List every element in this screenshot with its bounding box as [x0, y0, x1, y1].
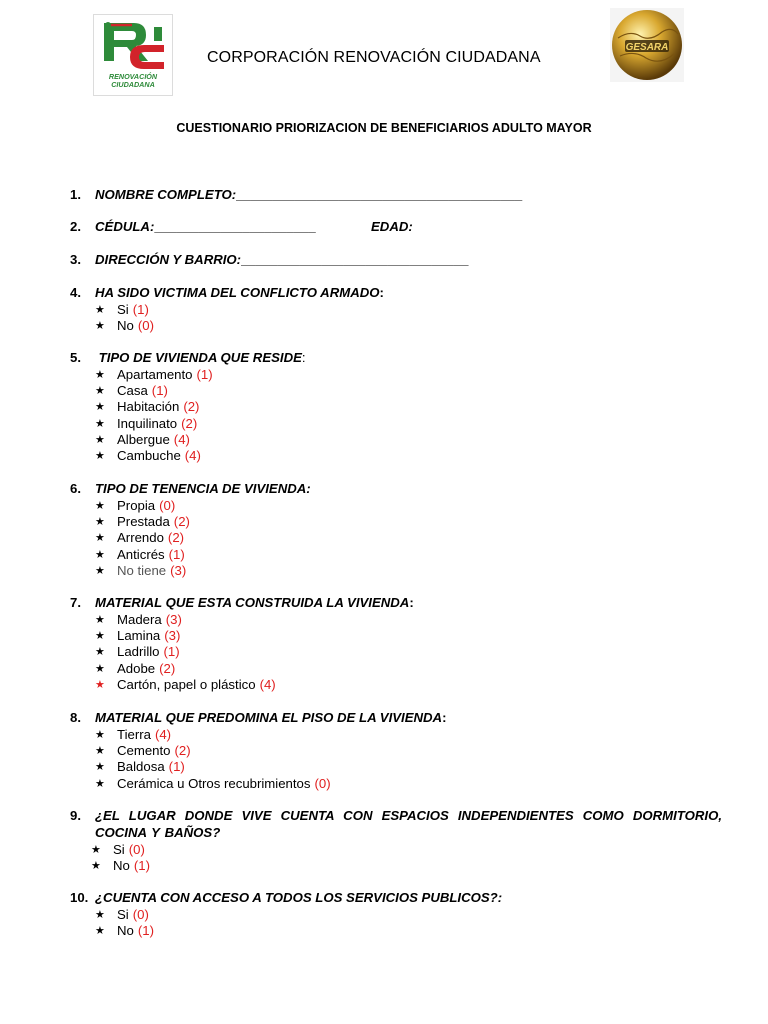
option-score: (1) [151, 382, 168, 398]
question-colon: : [442, 710, 447, 725]
question-label: HA SIDO VICTIMA DEL CONFLICTO ARMADO [95, 285, 380, 300]
option-score: (1) [168, 759, 185, 775]
option-score: (1) [132, 301, 149, 317]
question-10 [70, 889, 730, 939]
address-blank-field[interactable]: _______________________________ [241, 252, 469, 267]
option-item[interactable] [70, 399, 730, 415]
age-label: EDAD: [371, 219, 413, 234]
option-item[interactable] [70, 447, 730, 463]
option-score: (4) [184, 448, 201, 464]
question-number: 10. [70, 890, 89, 905]
star-bullet-icon: ★ [95, 368, 105, 381]
question-1 [70, 186, 730, 203]
option-item[interactable] [70, 382, 730, 398]
question-colon: : [379, 285, 384, 300]
star-bullet-icon: ★ [95, 646, 105, 659]
option-score: (0) [128, 841, 145, 857]
question-label: NOMBRE COMPLETO: [95, 187, 237, 202]
option-label: Arrendo [117, 530, 164, 546]
option-score: (2) [181, 415, 198, 431]
question-label: MATERIAL QUE PREDOMINA EL PISO DE LA VIVIENDA [95, 710, 443, 725]
option-score: (2) [183, 399, 200, 415]
star-bullet-icon: ★ [95, 401, 105, 414]
star-bullet-icon: ★ [91, 859, 101, 872]
option-item[interactable] [70, 497, 730, 513]
question-label: DIRECCIÓN Y BARRIO: [95, 252, 242, 267]
star-bullet-icon: ★ [95, 924, 105, 937]
option-label: No tiene [117, 562, 167, 578]
question-number: 5. [70, 350, 81, 365]
question-colon: : [301, 350, 306, 365]
question-6 [70, 480, 730, 578]
star-bullet-icon: ★ [95, 319, 105, 332]
option-score: (1) [137, 922, 154, 938]
option-item[interactable] [70, 841, 722, 857]
question-9 [70, 807, 722, 874]
option-label: No [117, 922, 134, 938]
option-label: Habitación [117, 399, 180, 415]
question-number: 6. [70, 481, 81, 496]
option-item[interactable] [70, 562, 730, 578]
question-label: TIPO DE VIVIENDA QUE RESIDE [98, 350, 302, 365]
question-7 [70, 594, 730, 692]
question-label: ¿CUENTA CON ACCESO A TODOS LOS SERVICIOS PUBLICOS?: [95, 890, 503, 905]
red-star-bullet-icon: ★ [95, 678, 105, 691]
option-item[interactable] [70, 513, 730, 529]
question-label: CÉDULA: [95, 219, 155, 234]
option-list [70, 906, 730, 939]
question-3 [70, 251, 730, 268]
star-bullet-icon: ★ [95, 548, 105, 561]
option-item[interactable] [70, 546, 730, 562]
option-item[interactable] [70, 906, 730, 922]
full-name-blank-field[interactable]: _______________________________________ [236, 187, 523, 202]
question-number: 2. [70, 219, 81, 234]
option-score: (3) [165, 611, 182, 627]
option-label: Prestada [117, 513, 170, 529]
option-list [70, 301, 730, 334]
option-label: Baldosa [117, 759, 165, 775]
question-label: MATERIAL QUE ESTA CONSTRUIDA LA VIVIENDA [95, 595, 410, 610]
star-bullet-icon: ★ [95, 728, 105, 741]
option-item[interactable] [70, 742, 730, 758]
star-bullet-icon: ★ [95, 450, 105, 463]
option-label: Casa [117, 382, 148, 398]
option-label: Cambuche [117, 448, 181, 464]
option-label: Anticrés [117, 546, 165, 562]
svg-text:GESARA: GESARA [625, 42, 669, 53]
option-label: Tierra [117, 726, 151, 742]
option-score: (0) [314, 775, 331, 791]
star-bullet-icon: ★ [95, 777, 105, 790]
option-item[interactable] [70, 627, 730, 643]
question-number: 9. [70, 808, 81, 823]
option-score: (4) [154, 726, 172, 742]
star-bullet-icon: ★ [95, 613, 105, 626]
star-bullet-icon: ★ [95, 564, 105, 577]
rc-logo-icon [94, 15, 172, 95]
star-bullet-icon: ★ [95, 532, 105, 545]
question-number: 8. [70, 710, 81, 725]
star-bullet-icon: ★ [95, 303, 105, 316]
question-8 [70, 709, 730, 791]
option-label: Ladrillo [117, 644, 160, 660]
option-score: (2) [159, 660, 176, 676]
question-number: 3. [70, 252, 81, 267]
option-item[interactable] [70, 530, 730, 546]
option-list [70, 497, 730, 578]
option-score: (0) [159, 497, 176, 513]
svg-text:CIUDADANA: CIUDADANA [111, 80, 155, 89]
svg-text:RENOVACIÓN: RENOVACIÓN [108, 72, 158, 81]
option-score: (2) [173, 513, 190, 529]
option-item[interactable] [70, 676, 730, 692]
option-label: Adobe [117, 660, 156, 676]
option-label: Propia [117, 497, 156, 513]
star-bullet-icon: ★ [95, 744, 105, 757]
star-bullet-icon: ★ [91, 843, 101, 856]
option-list [70, 726, 730, 791]
question-label: ¿EL LUGAR DONDE VIVE CUENTA CON ESPACIOS INDEPENDIENTES COMO DORMITORIO, COCINA Y BAÑOS? [95, 808, 722, 840]
question-number: 4. [70, 285, 81, 300]
star-bullet-icon: ★ [95, 908, 105, 921]
option-label: Si [117, 301, 129, 317]
option-score: (2) [174, 742, 191, 758]
option-label: Apartamento [117, 366, 193, 382]
star-bullet-icon: ★ [95, 662, 105, 675]
option-item[interactable] [70, 775, 730, 791]
corporation-title: CORPORACIÓN RENOVACIÓN CIUDADANA [207, 49, 541, 66]
option-label: Albergue [117, 431, 170, 447]
option-item[interactable] [70, 922, 730, 938]
option-score: (0) [137, 317, 154, 333]
star-bullet-icon: ★ [95, 499, 105, 512]
star-bullet-icon: ★ [95, 384, 105, 397]
option-label: Inquilinato [117, 415, 178, 431]
option-label: Si [117, 906, 129, 922]
option-score: (4) [173, 431, 190, 447]
question-number: 1. [70, 187, 81, 202]
option-list [70, 366, 730, 464]
option-item[interactable] [70, 366, 730, 382]
question-colon: : [409, 595, 414, 610]
option-item[interactable] [70, 317, 730, 333]
gesara-logo [610, 8, 684, 82]
option-item[interactable] [70, 726, 730, 742]
question-number: 7. [70, 595, 81, 610]
option-item[interactable] [70, 759, 730, 775]
option-score: (1) [168, 546, 185, 562]
option-score: (1) [163, 644, 180, 660]
star-bullet-icon: ★ [95, 629, 105, 642]
question-5 [70, 349, 730, 464]
option-list [70, 611, 730, 692]
option-label: Si [113, 841, 125, 857]
star-bullet-icon: ★ [95, 515, 105, 528]
option-label: No [113, 857, 130, 873]
option-score: (3) [164, 627, 181, 643]
option-item[interactable] [70, 415, 730, 431]
option-score: (1) [196, 366, 213, 382]
option-label: Cerámica u Otros recubrimientos [117, 775, 311, 791]
option-score: (4) [259, 676, 276, 692]
option-item[interactable] [70, 644, 730, 660]
option-score: (1) [133, 857, 150, 873]
question-label: TIPO DE TENENCIA DE VIVIENDA: [95, 481, 311, 496]
option-label: No [117, 317, 134, 333]
option-score: (2) [167, 530, 185, 546]
option-item[interactable] [70, 301, 730, 317]
option-list [70, 841, 722, 874]
star-bullet-icon: ★ [95, 417, 105, 430]
option-item[interactable] [70, 611, 730, 627]
questionnaire-title: CUESTIONARIO PRIORIZACION DE BENEFICIARIOS ADULTO MAYOR [176, 121, 592, 135]
star-bullet-icon: ★ [95, 433, 105, 446]
renovacion-ciudadana-logo [93, 14, 173, 96]
question-2 [70, 218, 730, 235]
option-score: (3) [170, 562, 187, 578]
option-item[interactable] [70, 857, 722, 873]
option-item[interactable] [70, 431, 730, 447]
option-label: Cartón, papel o plástico [117, 676, 256, 692]
option-label: Lamina [117, 627, 161, 643]
star-bullet-icon: ★ [95, 761, 105, 774]
option-label: Cemento [117, 742, 171, 758]
question-4 [70, 284, 730, 334]
option-item[interactable] [70, 660, 730, 676]
option-score: (0) [132, 906, 149, 922]
gesara-globe-icon [610, 8, 684, 82]
option-label: Madera [117, 611, 162, 627]
cedula-blank-field[interactable]: ______________________ [154, 219, 316, 234]
